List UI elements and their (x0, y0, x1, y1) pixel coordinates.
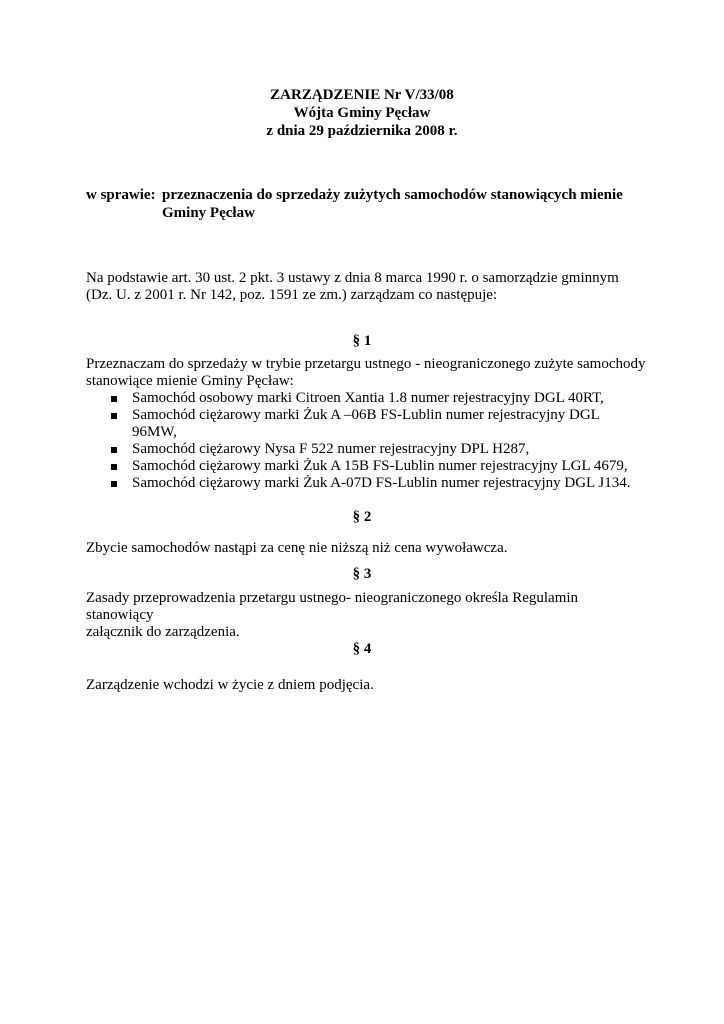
bullet-icon (111, 396, 117, 402)
bullet-icon (111, 464, 117, 470)
section-3-line-1: Zasady przeprowadzenia przetargu ustnego- nieograniczonego określa Regulamin stanowiący (86, 590, 579, 623)
bullet-icon (111, 447, 117, 453)
section-4-text: Zarządzenie wchodzi w życie z dniem podjęcia. (86, 677, 374, 693)
list-item: Samochód ciężarowy marki Żuk A 15B FS-Lublin numer rejestracyjny LGL 4679, (86, 458, 646, 475)
subject-lead: w sprawie: (86, 187, 156, 203)
list-item: Samochód osobowy marki Citroen Xantia 1.8 numer rejestracyjny DGL 40RT, (86, 390, 646, 407)
preamble-line-2: (Dz. U. z 2001 r. Nr 142, poz. 1591 ze zm.) zarządzam co następuje: (86, 287, 498, 303)
section-1-heading: § 1 (352, 333, 372, 349)
issuer: Wójta Gminy Pęcław (293, 105, 431, 121)
section-2-heading: § 2 (352, 509, 372, 525)
document-title: ZARZĄDZENIE Nr V/33/08 (270, 87, 454, 103)
section-4-heading: § 4 (352, 641, 372, 657)
list-item-continuation: 96MW, (132, 424, 177, 440)
section-1-intro-line-2: stanowiące mienie Gminy Pęcław: (86, 373, 294, 389)
section-3-line-2: załącznik do zarządzenia. (86, 624, 240, 640)
bullet-icon (111, 481, 117, 487)
preamble-line-1: Na podstawie art. 30 ust. 2 pkt. 3 ustawy z dnia 8 marca 1990 r. o samorządzie gminnym (86, 270, 619, 286)
subject-line-2: Gminy Pęcław (162, 205, 255, 221)
preamble (86, 270, 646, 304)
document-header (0, 86, 724, 140)
list-item: Samochód ciężarowy marki Żuk A-07D FS-Lublin numer rejestracyjny DGL J134. (86, 475, 646, 492)
section-3-heading: § 3 (352, 566, 372, 582)
subject-line-1: przeznaczenia do sprzedaży zużytych samochodów stanowiących mienie (162, 187, 623, 203)
issue-date: z dnia 29 października 2008 r. (266, 123, 458, 139)
section-1 (86, 356, 646, 492)
section-1-intro-line-1: Przeznaczam do sprzedaży w trybie przetargu ustnego - nieograniczonego zużyte samochody (86, 356, 646, 372)
list-item: Samochód ciężarowy Nysa F 522 numer rejestracyjny DPL H287, (86, 441, 646, 458)
list-item: Samochód ciężarowy marki Żuk A –06B FS-Lublin numer rejestracyjny DGL (86, 407, 646, 424)
bullet-icon (111, 413, 117, 419)
section-3 (86, 590, 646, 641)
section-2-text: Zbycie samochodów nastąpi za cenę nie niższą niż cena wywoławcza. (86, 540, 508, 556)
vehicle-list (86, 390, 646, 492)
subject (86, 186, 646, 222)
